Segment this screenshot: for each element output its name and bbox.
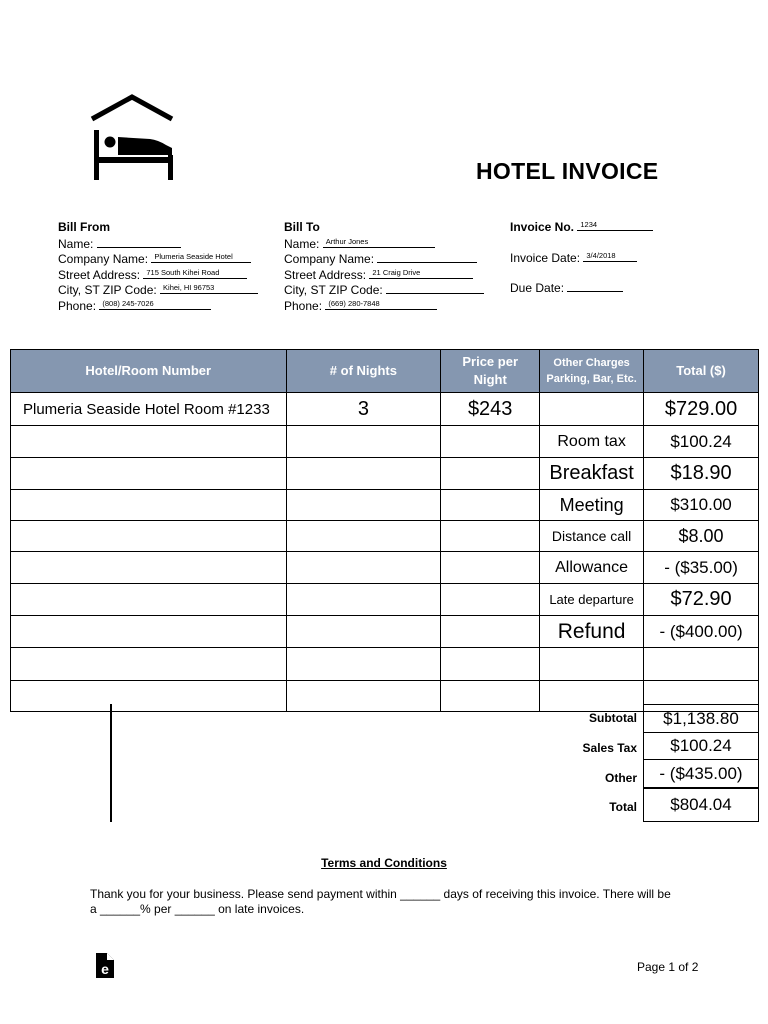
total-value: $804.04 [643,788,759,822]
bill-to-city: City, ST ZIP Code: [284,283,484,299]
invoice-date: Invoice Date: 3/4/2018 [510,251,653,267]
nights-cell [286,521,441,552]
other-charge-cell [540,681,644,712]
other-charge-cell: Refund [540,616,644,648]
bill-from-heading: Bill From [58,220,111,234]
total-label: Total [609,800,637,814]
table-row [11,584,759,616]
summary-divider [110,704,112,822]
other-charge-cell [540,648,644,681]
bill-from-company: Company Name: Plumeria Seaside Hotel [58,252,258,268]
other-charge-cell: Meeting [540,490,644,521]
room-cell [11,616,287,648]
invoice-number: Invoice No. 1234 [510,220,653,236]
total-cell: $8.00 [644,521,759,552]
header-price: Price per Night [441,350,540,393]
page-number: Page 1 of 2 [637,960,699,974]
table-row [11,616,759,648]
room-cell [11,521,287,552]
bill-from-section [58,220,258,314]
price-cell [441,681,540,712]
total-cell: $100.24 [644,426,759,458]
room-cell [11,458,287,490]
bill-from-phone: Phone: (808) 245-7026 [58,299,258,315]
bill-to-section [284,220,484,314]
total-cell: - ($400.00) [644,616,759,648]
other-charge-cell: Late departure [540,584,644,616]
sales-tax-value: $100.24 [643,732,759,760]
header-other-charges: Other Charges Parking, Bar, Etc. [540,350,644,393]
header-nights: # of Nights [286,350,441,393]
price-cell [441,458,540,490]
nights-cell: 3 [286,393,441,426]
svg-text:e: e [101,961,109,977]
table-row [11,648,759,681]
room-cell [11,648,287,681]
price-cell [441,616,540,648]
total-cell [644,648,759,681]
nights-cell [286,458,441,490]
price-cell [441,584,540,616]
bill-from-street: Street Address: 715 South Kihei Road [58,268,258,284]
bill-to-name: Name: Arthur Jones [284,237,484,253]
room-cell [11,490,287,521]
room-cell [11,426,287,458]
bill-to-heading: Bill To [284,220,320,234]
bill-to-street: Street Address: 21 Craig Drive [284,268,484,284]
nights-cell [286,584,441,616]
nights-cell [286,490,441,521]
bill-to-company: Company Name: [284,252,484,268]
room-cell [11,584,287,616]
terms-title: Terms and Conditions [321,856,447,870]
nights-cell [286,648,441,681]
price-cell [441,426,540,458]
sales-tax-label: Sales Tax [582,741,637,755]
table-header-row [11,350,759,393]
table-row [11,552,759,584]
table-row [11,458,759,490]
other-charge-cell [540,393,644,426]
other-label: Other [604,771,637,785]
eforms-logo-icon [94,953,114,978]
table-row [11,426,759,458]
other-charge-cell: Breakfast [540,458,644,490]
bill-from-city: City, ST ZIP Code: Kihei, HI 96753 [58,283,258,299]
total-cell: - ($35.00) [644,552,759,584]
table-row [11,521,759,552]
other-charge-cell: Allowance [540,552,644,584]
bill-to-phone: Phone: (669) 280-7848 [284,299,484,315]
price-cell [441,490,540,521]
bill-from-name: Name: [58,237,258,253]
total-cell: $310.00 [644,490,759,521]
subtotal-value: $1,138.80 [643,704,759,733]
other-charge-cell: Room tax [540,426,644,458]
price-cell [441,648,540,681]
table-row [11,393,759,426]
total-cell: $729.00 [644,393,759,426]
header-room: Hotel/Room Number [11,350,287,393]
room-cell [11,681,287,712]
total-cell: $18.90 [644,458,759,490]
invoice-info-section [510,220,653,297]
room-cell: Plumeria Seaside Hotel Room #1233 [11,393,287,426]
price-cell [441,552,540,584]
nights-cell [286,552,441,584]
terms-text: Thank you for your business. Please send payment within ______ days of receiving this invoice. There will be a ______% per ______ on late invoices. [90,887,671,916]
invoice-title: HOTEL INVOICE [476,158,659,184]
nights-cell [286,616,441,648]
nights-cell [286,426,441,458]
due-date: Due Date: [510,281,653,297]
other-charge-cell: Distance call [540,521,644,552]
price-cell: $243 [441,393,540,426]
invoice-items-table [10,349,759,712]
other-value: - ($435.00) [643,760,759,788]
total-cell: $72.90 [644,584,759,616]
nights-cell [286,681,441,712]
header-total: Total ($) [644,350,759,393]
table-row [11,490,759,521]
hotel-bed-icon [88,92,180,184]
subtotal-label: Subtotal [589,711,637,725]
price-cell [441,521,540,552]
room-cell [11,552,287,584]
